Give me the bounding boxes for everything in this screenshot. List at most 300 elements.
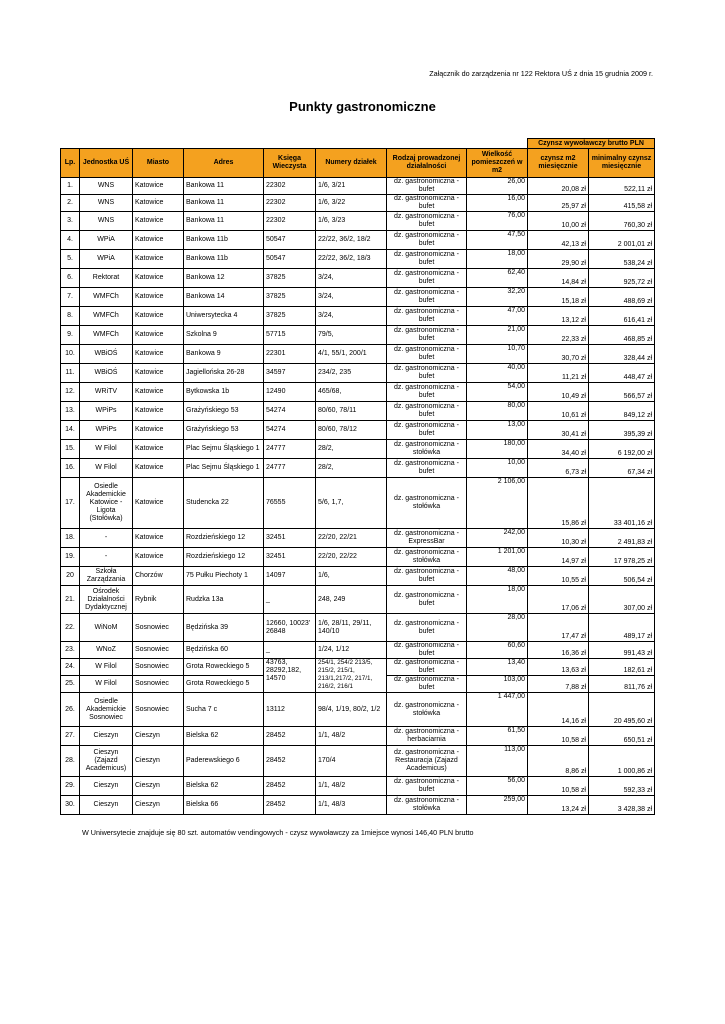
cell-area: 103,00 [467,676,528,693]
cell-rent-m2: 17,47 zł [528,614,589,642]
cell-land-register: 28452 [264,777,316,796]
cell-plots: 1/6, [316,567,387,586]
cell-land-register: _ [264,586,316,614]
cell-unit: Osiedle Akademickie Katowice - Ligota (Stołówka) [80,478,133,529]
cell-city: Katowice [133,529,184,548]
cell-lp: 20 [61,567,80,586]
cell-lp: 9. [61,326,80,345]
cell-plots: 1/6, 28/11, 29/11, 140/10 [316,614,387,642]
cell-rent-min: 925,72 zł [589,269,655,288]
cell-city: Cieszyn [133,727,184,746]
cell-address: Rozdzieńskiego 12 [184,548,264,567]
cell-plots: 79/5, [316,326,387,345]
cell-activity: dz. gastronomiczna - bufet [387,777,467,796]
cell-plots: 1/6, 3/22 [316,195,387,212]
cell-address: Bankowa 14 [184,288,264,307]
cell-plots: 80/60, 78/11 [316,402,387,421]
cell-area: 18,00 [467,250,528,269]
cell-area: 47,00 [467,307,528,326]
cell-city: Katowice [133,364,184,383]
cell-unit: Ośrodek Działalności Dydaktycznej [80,586,133,614]
cell-plots: 254/1, 254/2 213/5, 215/2, 215/1, 213/1,217/2, 217/1, 216/2, 216/1 [316,659,387,693]
cell-address: Bielska 66 [184,796,264,815]
cell-lp: 2. [61,195,80,212]
table-row [61,307,655,326]
cell-city: Katowice [133,288,184,307]
cell-address: Bankowa 11 [184,178,264,195]
cell-city: Katowice [133,440,184,459]
cell-unit: W Filol [80,659,133,676]
cell-activity: dz. gastronomiczna - stołówka [387,796,467,815]
cell-area: 180,00 [467,440,528,459]
table-body [61,178,655,815]
table-row [61,250,655,269]
cell-activity: dz. gastronomiczna - bufet [387,383,467,402]
cell-unit: WNS [80,212,133,231]
table-row [61,345,655,364]
table-row [61,195,655,212]
cell-address: Bankowa 11b [184,231,264,250]
cell-address: Bytkowska 1b [184,383,264,402]
cell-activity: dz. gastronomiczna - bufet [387,269,467,288]
annex-note: Załącznik do zarządzenia nr 122 Rektora UŚ z dnia 15 grudnia 2009 r. [429,69,653,78]
cell-activity: dz. gastronomiczna - bufet [387,421,467,440]
cell-rent-m2: 30,41 zł [528,421,589,440]
cell-unit: WiNoM [80,614,133,642]
cell-unit: WBiOŚ [80,364,133,383]
cell-unit: WMFCh [80,326,133,345]
cell-rent-m2: 25,97 zł [528,195,589,212]
cell-area: 47,50 [467,231,528,250]
cell-address: Bielska 62 [184,777,264,796]
cell-area: 21,00 [467,326,528,345]
cell-lp: 5. [61,250,80,269]
cell-rent-min: 811,76 zł [589,676,655,693]
cell-address: Plac Sejmu Śląskiego 1 [184,459,264,478]
cell-lp: 8. [61,307,80,326]
cell-activity: dz. gastronomiczna - bufet [387,195,467,212]
cell-area: 13,00 [467,421,528,440]
cell-city: Katowice [133,383,184,402]
cell-rent-min: 592,33 zł [589,777,655,796]
cell-lp: 14. [61,421,80,440]
cell-rent-min: 488,69 zł [589,288,655,307]
cell-unit: WNS [80,195,133,212]
cell-rent-m2: 30,70 zł [528,345,589,364]
cell-address: 75 Pułku Piechoty 1 [184,567,264,586]
cell-address: Sucha 7 c [184,693,264,727]
cell-city: Rybnik [133,586,184,614]
cell-activity: dz. gastronomiczna - bufet [387,178,467,195]
cell-activity: dz. gastronomiczna - herbaciarnia [387,727,467,746]
cell-area: 60,60 [467,642,528,659]
cell-activity: dz. gastronomiczna - bufet [387,231,467,250]
cell-rent-m2: 13,63 zł [528,659,589,676]
cell-plots: 4/1, 55/1, 200/1 [316,345,387,364]
cell-rent-m2: 10,58 zł [528,727,589,746]
cell-unit: W Filol [80,459,133,478]
cell-activity: dz. gastronomiczna - bufet [387,345,467,364]
table-row [61,659,655,676]
footnote: W Uniwersytecie znajduje się 80 szt. automatów vendingowych - czysz wywoławczy za 1miejsce wynosi 146,40 PLN brutto [82,828,474,837]
cell-lp: 12. [61,383,80,402]
cell-land-register: 32451 [264,529,316,548]
table-row [61,269,655,288]
table-row [61,326,655,345]
cell-rent-m2: 14,16 zł [528,693,589,727]
cell-unit: - [80,529,133,548]
cell-land-register: 13112 [264,693,316,727]
cell-lp: 15. [61,440,80,459]
cell-unit: - [80,548,133,567]
cell-lp: 3. [61,212,80,231]
page-title: Punkty gastronomiczne [289,99,436,114]
cell-rent-m2: 42,13 zł [528,231,589,250]
cell-plots: 170/4 [316,746,387,777]
cell-plots: 248, 249 [316,586,387,614]
cell-unit: WPiPs [80,421,133,440]
cell-city: Sosnowiec [133,642,184,659]
cell-city: Sosnowiec [133,693,184,727]
cell-land-register: 22302 [264,178,316,195]
header-area: Wielkość pomieszczeń w m2 [467,149,528,178]
cell-land-register: 28452 [264,727,316,746]
cell-address: Grota Roweckiego 5 [184,676,264,693]
cell-lp: 17. [61,478,80,529]
cell-land-register: 14097 [264,567,316,586]
cell-city: Sosnowiec [133,659,184,676]
table-row [61,567,655,586]
cell-unit: Cieszyn [80,777,133,796]
catering-points-table [60,138,655,815]
cell-land-register: 37825 [264,269,316,288]
cell-unit: Szkoła Zarządzania [80,567,133,586]
cell-rent-m2: 17,06 zł [528,586,589,614]
table-row [61,440,655,459]
cell-unit: WMFCh [80,307,133,326]
cell-plots: 22/20, 22/21 [316,529,387,548]
cell-plots: 1/1, 48/3 [316,796,387,815]
header-city: Miasto [133,149,184,178]
cell-lp: 26. [61,693,80,727]
cell-rent-min: 2 001,01 zł [589,231,655,250]
cell-rent-min: 991,43 zł [589,642,655,659]
cell-city: Katowice [133,250,184,269]
cell-activity: dz. gastronomiczna - bufet [387,676,467,693]
cell-rent-min: 67,34 zł [589,459,655,478]
cell-city: Katowice [133,548,184,567]
cell-address: Będzińska 60 [184,642,264,659]
cell-address: Grota Roweckiego 5 [184,659,264,676]
cell-rent-m2: 13,24 zł [528,796,589,815]
cell-rent-min: 760,30 zł [589,212,655,231]
cell-city: Katowice [133,421,184,440]
cell-plots: 28/2, [316,459,387,478]
cell-area: 76,00 [467,212,528,231]
cell-land-register: 28452 [264,796,316,815]
cell-land-register: 32451 [264,548,316,567]
cell-land-register: 57715 [264,326,316,345]
table-row [61,586,655,614]
table-row [61,212,655,231]
cell-area: 10,70 [467,345,528,364]
cell-city: Sosnowiec [133,614,184,642]
cell-rent-min: 2 491,83 zł [589,529,655,548]
cell-land-register: 37825 [264,288,316,307]
cell-area: 40,00 [467,364,528,383]
cell-rent-m2: 10,58 zł [528,777,589,796]
cell-unit: W Filol [80,676,133,693]
cell-plots: 1/6, 3/23 [316,212,387,231]
cell-land-register: 22301 [264,345,316,364]
cell-plots: 3/24, [316,269,387,288]
cell-city: Cieszyn [133,746,184,777]
cell-area: 54,00 [467,383,528,402]
cell-city: Katowice [133,178,184,195]
cell-area: 1 447,00 [467,693,528,727]
header-rent-m2: czynsz m2 miesięcznie [528,149,589,178]
cell-plots: 5/6, 1,7, [316,478,387,529]
cell-unit: WMFCh [80,288,133,307]
cell-lp: 22. [61,614,80,642]
cell-unit: WPiA [80,231,133,250]
cell-rent-m2: 10,49 zł [528,383,589,402]
table-row [61,642,655,659]
table-row [61,364,655,383]
table-row [61,746,655,777]
cell-area: 2 106,00 [467,478,528,529]
cell-rent-min: 328,44 zł [589,345,655,364]
cell-activity: dz. gastronomiczna - bufet [387,212,467,231]
cell-city: Katowice [133,326,184,345]
cell-plots: 28/2, [316,440,387,459]
cell-rent-min: 448,47 zł [589,364,655,383]
cell-rent-min: 307,00 zł [589,586,655,614]
cell-rent-m2: 8,86 zł [528,746,589,777]
rent-group-header: Czynsz wywoławczy brutto PLN [528,139,655,149]
table-row [61,548,655,567]
cell-activity: dz. gastronomiczna - bufet [387,614,467,642]
cell-area: 16,00 [467,195,528,212]
cell-land-register: 43763, 28292,182, 14570 [264,659,316,693]
cell-unit: WNS [80,178,133,195]
table-row [61,231,655,250]
cell-rent-min: 182,61 zł [589,659,655,676]
cell-rent-min: 538,24 zł [589,250,655,269]
cell-area: 113,00 [467,746,528,777]
cell-land-register: 50547 [264,231,316,250]
table-row [61,459,655,478]
table-row [61,178,655,195]
cell-activity: dz. gastronomiczna - bufet [387,402,467,421]
cell-rent-m2: 29,90 zł [528,250,589,269]
cell-city: Cieszyn [133,796,184,815]
cell-unit: WPiPs [80,402,133,421]
cell-address: Bankowa 11 [184,212,264,231]
cell-activity: dz. gastronomiczna - bufet [387,364,467,383]
cell-rent-min: 3 428,38 zł [589,796,655,815]
cell-address: Szkolna 9 [184,326,264,345]
cell-activity: dz. gastronomiczna - bufet [387,586,467,614]
cell-lp: 25. [61,676,80,693]
cell-rent-m2: 22,33 zł [528,326,589,345]
cell-address: Bankowa 12 [184,269,264,288]
cell-rent-min: 6 192,00 zł [589,440,655,459]
cell-address: Jagiellońska 26-28 [184,364,264,383]
cell-lp: 28. [61,746,80,777]
table-row [61,727,655,746]
cell-unit: WPiA [80,250,133,269]
cell-rent-m2: 10,30 zł [528,529,589,548]
cell-area: 62,40 [467,269,528,288]
cell-address: Rudzka 13a [184,586,264,614]
cell-address: Będzińska 39 [184,614,264,642]
cell-address: Paderewskiego 6 [184,746,264,777]
cell-unit: WNoZ [80,642,133,659]
cell-rent-min: 522,11 zł [589,178,655,195]
cell-rent-min: 489,17 zł [589,614,655,642]
cell-land-register: 12490 [264,383,316,402]
table-row [61,529,655,548]
cell-rent-m2: 7,88 zł [528,676,589,693]
cell-area: 259,00 [467,796,528,815]
cell-rent-m2: 15,18 zł [528,288,589,307]
cell-lp: 24. [61,659,80,676]
cell-area: 80,00 [467,402,528,421]
cell-address: Bielska 62 [184,727,264,746]
table-row [61,693,655,727]
cell-rent-min: 616,41 zł [589,307,655,326]
cell-plots: 1/1, 48/2 [316,727,387,746]
cell-city: Katowice [133,307,184,326]
cell-land-register: 24777 [264,440,316,459]
cell-rent-m2: 10,61 zł [528,402,589,421]
cell-unit: WRiTV [80,383,133,402]
cell-city: Katowice [133,269,184,288]
cell-land-register: _ [264,642,316,659]
cell-activity: dz. gastronomiczna - stołówka [387,478,467,529]
cell-rent-m2: 10,55 zł [528,567,589,586]
cell-plots: 1/1, 48/2 [316,777,387,796]
cell-rent-min: 650,51 zł [589,727,655,746]
cell-activity: dz. gastronomiczna - Restauracja (Zajazd Academicus) [387,746,467,777]
cell-rent-m2: 6,73 zł [528,459,589,478]
cell-activity: dz. gastronomiczna - bufet [387,459,467,478]
cell-plots: 98/4, 1/19, 80/2, 1/2 [316,693,387,727]
cell-rent-min: 17 978,25 zł [589,548,655,567]
cell-rent-m2: 11,21 zł [528,364,589,383]
cell-rent-m2: 14,84 zł [528,269,589,288]
cell-city: Katowice [133,478,184,529]
cell-unit: W Filol [80,440,133,459]
cell-area: 13,40 [467,659,528,676]
cell-lp: 7. [61,288,80,307]
cell-lp: 6. [61,269,80,288]
cell-rent-m2: 10,00 zł [528,212,589,231]
cell-rent-m2: 20,08 zł [528,178,589,195]
cell-area: 48,00 [467,567,528,586]
cell-city: Katowice [133,195,184,212]
cell-lp: 18. [61,529,80,548]
cell-plots: 1/6, 3/21 [316,178,387,195]
cell-city: Sosnowiec [133,676,184,693]
header-rent-min: minimalny czynsz miesięcznie [589,149,655,178]
header-activity: Rodzaj prowadzonej działalności [387,149,467,178]
table-row [61,796,655,815]
cell-land-register: 22302 [264,212,316,231]
cell-rent-m2: 16,36 zł [528,642,589,659]
cell-lp: 16. [61,459,80,478]
cell-plots: 22/22, 36/2, 18/3 [316,250,387,269]
cell-rent-m2: 15,86 zł [528,478,589,529]
cell-rent-min: 415,58 zł [589,195,655,212]
cell-plots: 3/24, [316,288,387,307]
cell-unit: Rektorat [80,269,133,288]
cell-activity: dz. gastronomiczna - stołówka [387,440,467,459]
cell-lp: 4. [61,231,80,250]
cell-area: 28,00 [467,614,528,642]
cell-address: Uniwersytecka 4 [184,307,264,326]
cell-lp: 27. [61,727,80,746]
cell-rent-min: 1 000,86 zł [589,746,655,777]
header-address: Adres [184,149,264,178]
cell-area: 56,00 [467,777,528,796]
header-land-register: Księga Wieczysta [264,149,316,178]
cell-land-register: 12660, 10023' 26848 [264,614,316,642]
cell-rent-min: 506,54 zł [589,567,655,586]
table-row [61,614,655,642]
header-lp: Lp. [61,149,80,178]
cell-plots: 80/60, 78/12 [316,421,387,440]
cell-activity: dz. gastronomiczna - stołówka [387,693,467,727]
cell-unit: Cieszyn (Zajazd Academicus) [80,746,133,777]
cell-lp: 13. [61,402,80,421]
cell-land-register: 54274 [264,421,316,440]
header-unit: Jednostka UŚ [80,149,133,178]
cell-city: Katowice [133,231,184,250]
cell-unit: Cieszyn [80,796,133,815]
cell-city: Katowice [133,345,184,364]
cell-activity: dz. gastronomiczna - bufet [387,326,467,345]
table-row [61,777,655,796]
cell-unit: WBiOŚ [80,345,133,364]
cell-lp: 10. [61,345,80,364]
cell-land-register: 28452 [264,746,316,777]
cell-rent-m2: 14,97 zł [528,548,589,567]
header-plots: Numery działek [316,149,387,178]
cell-plots: 3/24, [316,307,387,326]
cell-activity: dz. gastronomiczna - bufet [387,288,467,307]
cell-rent-min: 33 401,16 zł [589,478,655,529]
cell-land-register: 22302 [264,195,316,212]
cell-rent-min: 849,12 zł [589,402,655,421]
cell-address: Grażyńskiego 53 [184,421,264,440]
cell-area: 10,00 [467,459,528,478]
cell-land-register: 37825 [264,307,316,326]
cell-address: Rozdzieńskiego 12 [184,529,264,548]
cell-land-register: 24777 [264,459,316,478]
cell-rent-min: 566,57 zł [589,383,655,402]
cell-activity: dz. gastronomiczna - ExpressBar [387,529,467,548]
cell-lp: 21. [61,586,80,614]
cell-land-register: 34597 [264,364,316,383]
cell-lp: 19. [61,548,80,567]
cell-lp: 1. [61,178,80,195]
cell-address: Studencka 22 [184,478,264,529]
cell-land-register: 50547 [264,250,316,269]
cell-activity: dz. gastronomiczna - bufet [387,659,467,676]
cell-city: Katowice [133,212,184,231]
